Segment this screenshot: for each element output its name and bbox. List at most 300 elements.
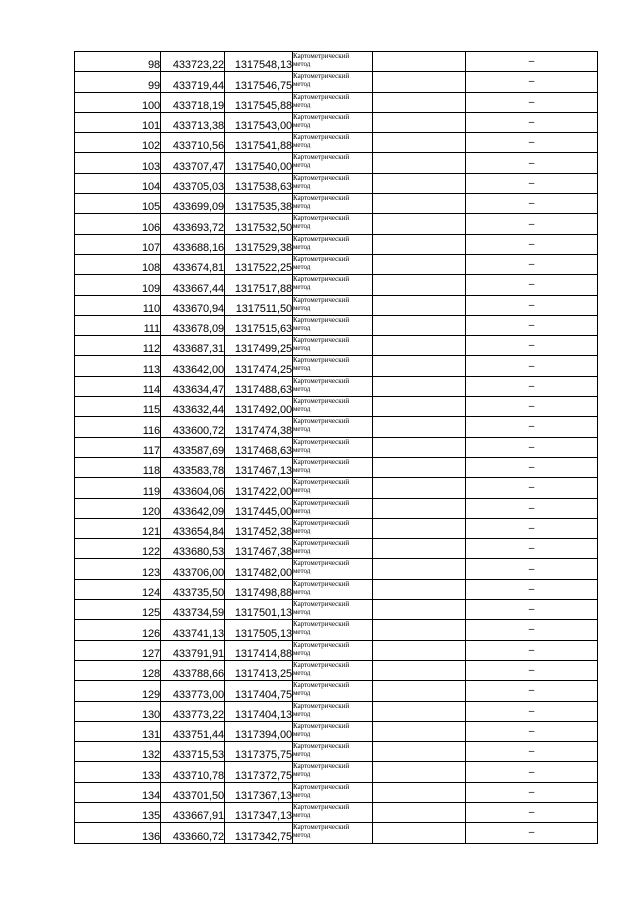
- empty-cell: [373, 437, 466, 457]
- dash-cell: –: [466, 295, 598, 315]
- x-coordinate-cell: 433660,72: [161, 823, 225, 843]
- method-cell: [293, 214, 373, 234]
- method-label-line1: Картометрический: [293, 762, 350, 771]
- empty-cell: [373, 214, 466, 234]
- x-coordinate-cell: 433710,78: [161, 762, 225, 782]
- dash-cell: –: [466, 579, 598, 599]
- method-label-line1: Картометрический: [293, 823, 350, 832]
- method-label-line1: Картометрический: [293, 52, 350, 60]
- method-label-line1: Картометрический: [293, 721, 350, 730]
- x-coordinate-cell: 433642,09: [161, 498, 225, 518]
- table-row: [75, 397, 598, 417]
- method-label-line2: метод: [293, 344, 311, 353]
- method-label-line2: метод: [293, 445, 311, 454]
- empty-cell: [373, 397, 466, 417]
- method-label-line2: метод: [293, 222, 311, 231]
- y-coordinate-cell: 1317468,63: [225, 437, 293, 457]
- table-row: [75, 92, 598, 112]
- method-label-line2: метод: [293, 750, 311, 759]
- table-row: [75, 72, 598, 92]
- x-coordinate-cell: 433678,09: [161, 315, 225, 335]
- dash-cell: –: [466, 701, 598, 721]
- method-cell: [293, 275, 373, 295]
- method-label-line1: Картометрический: [293, 315, 350, 324]
- x-coordinate-cell: 433667,44: [161, 275, 225, 295]
- y-coordinate-cell: 1317545,88: [225, 92, 293, 112]
- method-cell: [293, 660, 373, 680]
- y-coordinate-cell: 1317404,75: [225, 681, 293, 701]
- table-row: [75, 254, 598, 274]
- y-coordinate-cell: 1317375,75: [225, 742, 293, 762]
- method-cell: [293, 234, 373, 254]
- dash-cell: –: [466, 498, 598, 518]
- method-label-line2: метод: [293, 648, 311, 657]
- method-cell: [293, 92, 373, 112]
- table-row: [75, 153, 598, 173]
- table-row: [75, 762, 598, 782]
- method-label-line2: метод: [293, 405, 311, 414]
- method-label-line1: Картометрический: [293, 457, 350, 466]
- table-row: [75, 782, 598, 802]
- point-number-cell: 103: [75, 153, 161, 173]
- method-cell: [293, 539, 373, 559]
- dash-cell: –: [466, 376, 598, 396]
- method-label-line2: метод: [293, 323, 311, 332]
- method-cell: [293, 823, 373, 843]
- dash-cell: –: [466, 600, 598, 620]
- dash-cell: –: [466, 112, 598, 132]
- empty-cell: [373, 52, 466, 72]
- x-coordinate-cell: 433674,81: [161, 254, 225, 274]
- empty-cell: [373, 579, 466, 599]
- y-coordinate-cell: 1317482,00: [225, 559, 293, 579]
- y-coordinate-cell: 1317498,88: [225, 579, 293, 599]
- x-coordinate-cell: 433751,44: [161, 721, 225, 741]
- table-row: [75, 802, 598, 822]
- point-number-cell: 136: [75, 823, 161, 843]
- point-number-cell: 105: [75, 194, 161, 214]
- table-row: [75, 823, 598, 843]
- dash-cell: –: [466, 640, 598, 660]
- empty-cell: [373, 92, 466, 112]
- y-coordinate-cell: 1317492,00: [225, 397, 293, 417]
- y-coordinate-cell: 1317342,75: [225, 823, 293, 843]
- method-label-line2: метод: [293, 384, 311, 393]
- y-coordinate-cell: 1317404,13: [225, 701, 293, 721]
- point-number-cell: 104: [75, 173, 161, 193]
- y-coordinate-cell: 1317517,88: [225, 275, 293, 295]
- empty-cell: [373, 802, 466, 822]
- method-label-line1: Картометрический: [293, 600, 350, 609]
- method-label-line1: Картометрический: [293, 742, 350, 751]
- y-coordinate-cell: 1317452,38: [225, 518, 293, 538]
- point-number-cell: 132: [75, 742, 161, 762]
- method-label-line2: метод: [293, 283, 311, 292]
- point-number-cell: 107: [75, 234, 161, 254]
- dash-cell: –: [466, 802, 598, 822]
- coordinates-table: [74, 51, 598, 844]
- point-number-cell: 117: [75, 437, 161, 457]
- method-label-line2: метод: [293, 141, 311, 150]
- method-label-line2: метод: [293, 526, 311, 535]
- table-row: [75, 295, 598, 315]
- method-label-line1: Картометрический: [293, 112, 350, 121]
- table-row: [75, 478, 598, 498]
- dash-cell: –: [466, 539, 598, 559]
- y-coordinate-cell: 1317413,25: [225, 660, 293, 680]
- dash-cell: –: [466, 254, 598, 274]
- x-coordinate-cell: 433688,16: [161, 234, 225, 254]
- empty-cell: [373, 417, 466, 437]
- x-coordinate-cell: 433715,53: [161, 742, 225, 762]
- method-label-line1: Картометрический: [293, 802, 350, 811]
- x-coordinate-cell: 433788,66: [161, 660, 225, 680]
- table-row: [75, 559, 598, 579]
- dash-cell: –: [466, 681, 598, 701]
- y-coordinate-cell: 1317522,25: [225, 254, 293, 274]
- table-row: [75, 579, 598, 599]
- table-row: [75, 336, 598, 356]
- method-cell: [293, 681, 373, 701]
- method-cell: [293, 600, 373, 620]
- method-label-line2: метод: [293, 120, 311, 129]
- dash-cell: –: [466, 315, 598, 335]
- method-label-line2: метод: [293, 242, 311, 251]
- dash-cell: –: [466, 133, 598, 153]
- point-number-cell: 112: [75, 336, 161, 356]
- method-label-line1: Картометрический: [293, 620, 350, 629]
- method-label-line1: Картометрический: [293, 234, 350, 243]
- empty-cell: [373, 356, 466, 376]
- point-number-cell: 126: [75, 620, 161, 640]
- method-cell: [293, 498, 373, 518]
- empty-cell: [373, 701, 466, 721]
- table-row: [75, 417, 598, 437]
- method-label-line2: метод: [293, 810, 311, 819]
- table-row: [75, 518, 598, 538]
- point-number-cell: 124: [75, 579, 161, 599]
- x-coordinate-cell: 433687,31: [161, 336, 225, 356]
- point-number-cell: 110: [75, 295, 161, 315]
- method-cell: [293, 194, 373, 214]
- method-cell: [293, 701, 373, 721]
- method-cell: [293, 518, 373, 538]
- table-row: [75, 112, 598, 132]
- table-row: [75, 133, 598, 153]
- method-cell: [293, 295, 373, 315]
- dash-cell: –: [466, 823, 598, 843]
- point-number-cell: 131: [75, 721, 161, 741]
- y-coordinate-cell: 1317511,50: [225, 295, 293, 315]
- method-label-line2: метод: [293, 80, 311, 89]
- method-label-line1: Картометрический: [293, 518, 350, 527]
- method-cell: [293, 417, 373, 437]
- table-row: [75, 376, 598, 396]
- dash-cell: –: [466, 234, 598, 254]
- y-coordinate-cell: 1317540,00: [225, 153, 293, 173]
- method-label-line1: Картометрический: [293, 539, 350, 548]
- method-label-line1: Картометрический: [293, 72, 350, 81]
- table-row: [75, 620, 598, 640]
- empty-cell: [373, 153, 466, 173]
- method-cell: [293, 742, 373, 762]
- table-row: [75, 52, 598, 72]
- dash-cell: –: [466, 275, 598, 295]
- point-number-cell: 119: [75, 478, 161, 498]
- method-cell: [293, 133, 373, 153]
- x-coordinate-cell: 433705,03: [161, 173, 225, 193]
- dash-cell: –: [466, 559, 598, 579]
- x-coordinate-cell: 433632,44: [161, 397, 225, 417]
- point-number-cell: 111: [75, 315, 161, 335]
- method-label-line1: Картометрический: [293, 579, 350, 588]
- table-row: [75, 457, 598, 477]
- method-label-line1: Картометрический: [293, 437, 350, 446]
- y-coordinate-cell: 1317541,88: [225, 133, 293, 153]
- method-label-line2: метод: [293, 486, 311, 495]
- empty-cell: [373, 742, 466, 762]
- method-label-line2: метод: [293, 608, 311, 617]
- y-coordinate-cell: 1317467,13: [225, 457, 293, 477]
- y-coordinate-cell: 1317548,13: [225, 52, 293, 72]
- method-label-line2: метод: [293, 668, 311, 677]
- dash-cell: –: [466, 397, 598, 417]
- x-coordinate-cell: 433604,06: [161, 478, 225, 498]
- x-coordinate-cell: 433773,22: [161, 701, 225, 721]
- dash-cell: –: [466, 478, 598, 498]
- method-label-line1: Картометрический: [293, 478, 350, 487]
- method-label-line2: метод: [293, 60, 311, 68]
- y-coordinate-cell: 1317515,63: [225, 315, 293, 335]
- method-cell: [293, 112, 373, 132]
- method-cell: [293, 52, 373, 72]
- method-label-line2: метод: [293, 364, 311, 373]
- y-coordinate-cell: 1317532,50: [225, 214, 293, 234]
- empty-cell: [373, 620, 466, 640]
- method-label-line1: Картометрический: [293, 92, 350, 101]
- method-cell: [293, 72, 373, 92]
- method-label-line1: Картометрический: [293, 356, 350, 365]
- method-label-line1: Картометрический: [293, 133, 350, 142]
- method-cell: [293, 457, 373, 477]
- y-coordinate-cell: 1317538,63: [225, 173, 293, 193]
- table-row: [75, 539, 598, 559]
- method-cell: [293, 478, 373, 498]
- table-row: [75, 214, 598, 234]
- method-label-line1: Картометрический: [293, 376, 350, 385]
- method-label-line2: метод: [293, 465, 311, 474]
- dash-cell: –: [466, 721, 598, 741]
- x-coordinate-cell: 433713,38: [161, 112, 225, 132]
- empty-cell: [373, 782, 466, 802]
- table-row: [75, 437, 598, 457]
- method-cell: [293, 153, 373, 173]
- point-number-cell: 108: [75, 254, 161, 274]
- table-row: [75, 275, 598, 295]
- point-number-cell: 118: [75, 457, 161, 477]
- table-row: [75, 701, 598, 721]
- point-number-cell: 115: [75, 397, 161, 417]
- method-label-line2: метод: [293, 100, 311, 109]
- point-number-cell: 125: [75, 600, 161, 620]
- empty-cell: [373, 194, 466, 214]
- dash-cell: –: [466, 457, 598, 477]
- x-coordinate-cell: 433773,00: [161, 681, 225, 701]
- method-cell: [293, 640, 373, 660]
- method-label-line1: Картометрический: [293, 397, 350, 406]
- point-number-cell: 100: [75, 92, 161, 112]
- method-label-line1: Картометрический: [293, 681, 350, 690]
- table-row: [75, 721, 598, 741]
- method-label-line2: метод: [293, 262, 311, 271]
- point-number-cell: 113: [75, 356, 161, 376]
- x-coordinate-cell: 433707,47: [161, 153, 225, 173]
- x-coordinate-cell: 433719,44: [161, 72, 225, 92]
- method-label-line2: метод: [293, 181, 311, 190]
- table-row: [75, 315, 598, 335]
- method-cell: [293, 721, 373, 741]
- x-coordinate-cell: 433667,91: [161, 802, 225, 822]
- method-cell: [293, 559, 373, 579]
- table-row: [75, 681, 598, 701]
- empty-cell: [373, 457, 466, 477]
- point-number-cell: 134: [75, 782, 161, 802]
- method-label-line2: метод: [293, 202, 311, 211]
- method-label-line1: Картометрический: [293, 660, 350, 669]
- method-cell: [293, 397, 373, 417]
- x-coordinate-cell: 433741,13: [161, 620, 225, 640]
- point-number-cell: 114: [75, 376, 161, 396]
- empty-cell: [373, 234, 466, 254]
- method-cell: [293, 782, 373, 802]
- method-label-line1: Картометрический: [293, 782, 350, 791]
- y-coordinate-cell: 1317499,25: [225, 336, 293, 356]
- method-label-line1: Картометрический: [293, 640, 350, 649]
- point-number-cell: 106: [75, 214, 161, 234]
- point-number-cell: 98: [75, 52, 161, 72]
- empty-cell: [373, 133, 466, 153]
- dash-cell: –: [466, 660, 598, 680]
- y-coordinate-cell: 1317501,13: [225, 600, 293, 620]
- method-label-line1: Картометрический: [293, 153, 350, 162]
- method-label-line1: Картометрический: [293, 295, 350, 304]
- method-label-line1: Картометрический: [293, 254, 350, 263]
- empty-cell: [373, 498, 466, 518]
- empty-cell: [373, 539, 466, 559]
- x-coordinate-cell: 433723,22: [161, 52, 225, 72]
- method-label-line2: метод: [293, 547, 311, 556]
- dash-cell: –: [466, 153, 598, 173]
- method-cell: [293, 620, 373, 640]
- x-coordinate-cell: 433735,50: [161, 579, 225, 599]
- method-cell: [293, 762, 373, 782]
- method-label-line1: Картометрический: [293, 498, 350, 507]
- empty-cell: [373, 762, 466, 782]
- method-label-line2: метод: [293, 567, 311, 576]
- x-coordinate-cell: 433701,50: [161, 782, 225, 802]
- table-row: [75, 600, 598, 620]
- point-number-cell: 109: [75, 275, 161, 295]
- x-coordinate-cell: 433583,78: [161, 457, 225, 477]
- y-coordinate-cell: 1317394,00: [225, 721, 293, 741]
- y-coordinate-cell: 1317467,38: [225, 539, 293, 559]
- y-coordinate-cell: 1317505,13: [225, 620, 293, 640]
- y-coordinate-cell: 1317543,00: [225, 112, 293, 132]
- dash-cell: –: [466, 214, 598, 234]
- method-label-line2: метод: [293, 790, 311, 799]
- method-cell: [293, 802, 373, 822]
- x-coordinate-cell: 433587,69: [161, 437, 225, 457]
- y-coordinate-cell: 1317445,00: [225, 498, 293, 518]
- method-cell: [293, 173, 373, 193]
- method-label-line1: Картометрический: [293, 214, 350, 223]
- empty-cell: [373, 478, 466, 498]
- empty-cell: [373, 681, 466, 701]
- dash-cell: –: [466, 620, 598, 640]
- empty-cell: [373, 112, 466, 132]
- method-cell: [293, 376, 373, 396]
- x-coordinate-cell: 433699,09: [161, 194, 225, 214]
- x-coordinate-cell: 433680,53: [161, 539, 225, 559]
- point-number-cell: 116: [75, 417, 161, 437]
- y-coordinate-cell: 1317347,13: [225, 802, 293, 822]
- point-number-cell: 101: [75, 112, 161, 132]
- method-cell: [293, 579, 373, 599]
- method-label-line2: метод: [293, 587, 311, 596]
- method-label-line2: метод: [293, 689, 311, 698]
- dash-cell: –: [466, 762, 598, 782]
- method-label-line1: Картометрический: [293, 336, 350, 345]
- method-label-line1: Картометрический: [293, 417, 350, 426]
- table-row: [75, 234, 598, 254]
- x-coordinate-cell: 433600,72: [161, 417, 225, 437]
- empty-cell: [373, 660, 466, 680]
- table-row: [75, 640, 598, 660]
- dash-cell: –: [466, 336, 598, 356]
- dash-cell: –: [466, 356, 598, 376]
- empty-cell: [373, 336, 466, 356]
- dash-cell: –: [466, 194, 598, 214]
- point-number-cell: 99: [75, 72, 161, 92]
- x-coordinate-cell: 433706,00: [161, 559, 225, 579]
- table-row: [75, 194, 598, 214]
- dash-cell: –: [466, 173, 598, 193]
- y-coordinate-cell: 1317535,38: [225, 194, 293, 214]
- empty-cell: [373, 254, 466, 274]
- method-label-line2: метод: [293, 161, 311, 170]
- coordinates-table-body: [75, 52, 598, 844]
- empty-cell: [373, 295, 466, 315]
- empty-cell: [373, 823, 466, 843]
- empty-cell: [373, 315, 466, 335]
- empty-cell: [373, 173, 466, 193]
- point-number-cell: 129: [75, 681, 161, 701]
- dash-cell: –: [466, 782, 598, 802]
- dash-cell: –: [466, 52, 598, 72]
- x-coordinate-cell: 433670,94: [161, 295, 225, 315]
- x-coordinate-cell: 433642,00: [161, 356, 225, 376]
- method-label-line2: метод: [293, 628, 311, 637]
- method-cell: [293, 254, 373, 274]
- y-coordinate-cell: 1317546,75: [225, 72, 293, 92]
- x-coordinate-cell: 433718,19: [161, 92, 225, 112]
- method-label-line2: метод: [293, 303, 311, 312]
- x-coordinate-cell: 433710,56: [161, 133, 225, 153]
- table-row: [75, 356, 598, 376]
- x-coordinate-cell: 433791,91: [161, 640, 225, 660]
- table-row: [75, 742, 598, 762]
- point-number-cell: 127: [75, 640, 161, 660]
